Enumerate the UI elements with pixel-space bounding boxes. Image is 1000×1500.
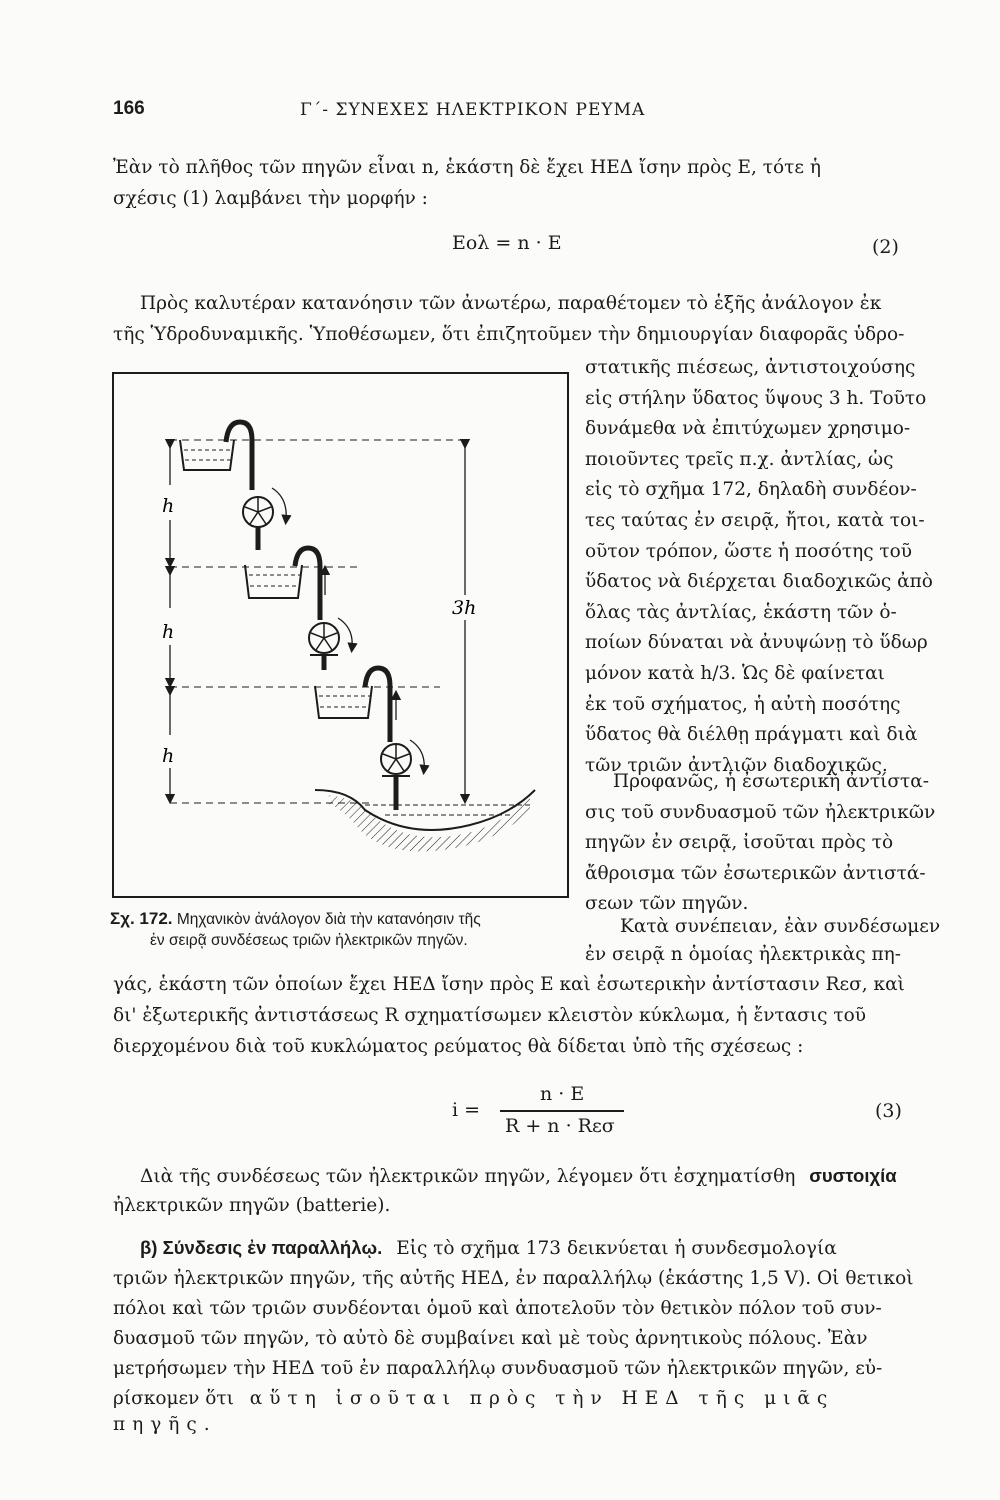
text-line: ἄθροισμα τῶν ἐσωτερικῶν ἀντιστά- (585, 862, 926, 884)
caption-label: Σχ. 172. (110, 909, 173, 928)
caption-text1: Μηχανικὸν ἀνάλογον διὰ τὴν κατανόησιν τῆς (176, 911, 481, 928)
term-systoichia: συστοιχία (809, 1165, 897, 1186)
figure-172-hydraulic-analogy (110, 370, 572, 900)
text-line: οῦτον τρόπον, ὥστε ἡ ποσότης τοῦ (585, 540, 913, 562)
label-h-3: h (162, 745, 175, 767)
fraction-bar (500, 1110, 624, 1112)
text-line: εἰς στήλην ὕδατος ὕψους 3 h. Τοῦτο (585, 387, 927, 409)
text-line: ἐκ τοῦ σχήματος, ἡ αὐτὴ ποσότης (585, 693, 901, 715)
figure-caption (110, 908, 580, 951)
text-line: ὕδατος θὰ διέλθῃ πράγματι καὶ διὰ (585, 724, 918, 746)
text-line: εἰς τὸ σχῆμα 172, δηλαδὴ συνδέον- (585, 479, 917, 501)
text-line: ποίων δύναται νὰ ἀνυψώνῃ τὸ ὕδωρ (585, 632, 928, 654)
text-line: ποιοῦντες τρεῖς π.χ. ἀντλίας, ὡς (585, 448, 894, 470)
text-line: δυνάμεθα νὰ ἐπιτύχωμεν χρησιμο- (585, 418, 911, 440)
text-line: στατικῆς πιέσεως, ἀντιστοιχούσης (585, 357, 916, 378)
equation-2-number: (2) (872, 236, 899, 258)
equation-3-number: (3) (875, 1100, 902, 1122)
para4-line3: γάς, ἑκάστη τῶν ὁποίων ἔχει ΗΕΔ ἴσην πρὸς Ε καὶ ἐσωτερικὴν ἀντίστασιν Rεσ, καὶ (113, 974, 905, 995)
para3-side-column (585, 767, 946, 920)
para4-side-line1: Κατὰ συνέπειαν, ἐὰν συνδέσωμεν (620, 916, 941, 937)
para6-line1 (140, 1235, 946, 1262)
para6-line3: πόλοι καὶ τῶν τριῶν συνδέονται ὁμοῦ καὶ ἀποτελοῦν τὸν θετικὸν πόλον τοῦ συν- (113, 1298, 882, 1319)
para5-text: Διὰ τῆς συνδέσεως τῶν ἠλεκτρικῶν πηγῶν, λέγομεν ὅτι ἐσχηματίσθη (140, 1166, 796, 1187)
pump-1 (243, 488, 286, 550)
para5-line1 (140, 1163, 946, 1190)
equation-3-lhs: i = (452, 1099, 481, 1121)
equation-3-denominator: R + n · Rεσ (505, 1115, 615, 1137)
label-h-2: h (162, 621, 175, 643)
para4-line5: διερχομένου διὰ τοῦ κυκλώματος ρεύματος θὰ δίδεται ὑπὸ τῆς σχέσεως : (113, 1036, 804, 1057)
para6-line6-a: ρίσκομεν ὅτι (113, 1388, 234, 1409)
label-h-1: h (162, 495, 175, 517)
pipe-1 (226, 422, 252, 490)
tank-2 (245, 565, 302, 598)
reservoir (315, 790, 535, 851)
pump-2 (309, 618, 352, 670)
text-line: ὅλας τὰς ἀντλίας, ἑκάστη τῶν ὁ- (585, 601, 897, 623)
text-line: μόνον κατὰ h/3. Ὡς δὲ φαίνεται (585, 662, 885, 684)
para1-line1: Ἐὰν τὸ πλῆθος τῶν πηγῶν εἶναι n, ἑκάστη δὲ ἔχει ΗΕΔ ἴσην πρὸς Ε, τότε ἡ (113, 157, 821, 178)
running-title: Γ΄- ΣΥΝΕΧΕΣ ΗΛΕΚΤΡΙΚΟΝ ΡΕΥΜΑ (300, 100, 646, 120)
pump-3 (381, 740, 424, 810)
para2-line2: τῆς Ὑδροδυναμικῆς. Ὑποθέσωμεν, ὅτι ἐπιζητοῦμεν τὴν δημιουργίαν διαφορᾶς ὑδρο- (113, 324, 905, 345)
text-line: Προφανῶς, ἡ ἐσωτερικὴ ἀντίστα- (613, 771, 929, 792)
para6-line5: μετρήσωμεν τὴν ΗΕΔ τοῦ ἐν παραλλήλῳ συνδυασμοῦ τῶν ἠλεκτρικῶν πηγῶν, εὑ- (113, 1358, 883, 1379)
text-line: σεων τῶν πηγῶν. (585, 893, 749, 915)
para4-line4: δι' ἐξωτερικῆς ἀντιστάσεως R σχηματίσωμεν κλειστὸν κύκλωμα, ἡ ἔντασις τοῦ (113, 1005, 867, 1026)
section-heading-parallel: β) Σύνδεσις ἐν παραλλήλῳ. (140, 1237, 383, 1258)
label-3h: 3h (452, 597, 477, 619)
equation-2: Εολ = n · E (452, 232, 562, 254)
para6-line6 (113, 1386, 946, 1438)
text-line: τες ταύτας ἐν σειρᾷ, ἤτοι, κατὰ τοι- (585, 509, 925, 531)
para2-line1: Πρὸς καλυτέραν κατανόησιν τῶν ἀνωτέρω, παραθέτομεν τὸ ἑξῆς ἀνάλογον ἐκ (140, 293, 882, 314)
para1-line2: σχέσις (1) λαμβάνει τὴν μορφήν : (113, 188, 428, 209)
tank-3 (315, 686, 372, 718)
page-number: 166 (113, 98, 145, 119)
equation-3-numerator: n · E (540, 1083, 585, 1105)
caption-line2: ἐν σειρᾷ συνδέσεως τριῶν ἠλεκτρικῶν πηγῶν. (150, 932, 468, 949)
para4-side-line2: ἐν σειρᾷ n ὁμοίας ἠλεκτρικὰς πη- (585, 944, 901, 965)
para6-line4: δυασμοῦ τῶν πηγῶν, τὸ αὐτὸ δὲ συμβαίνει καὶ μὲ τοὺς ἀρνητικοὺς πόλους. Ἐὰν (113, 1328, 868, 1349)
text-line: τῶν τριῶν ἀντλιῶν διαδοχικῶς. (585, 754, 888, 776)
para5-line2: ἠλεκτρικῶν πηγῶν (batterie). (113, 1195, 391, 1216)
text-line: ὕδατος νὰ διέρχεται διαδοχικῶς ἀπὸ (585, 571, 933, 593)
tank-top (180, 440, 234, 470)
caption-line1 (110, 908, 580, 930)
para6-line6-spaced: αὕτη ἰσοῦται πρὸς τὴν ΗΕΔ τῆς μιᾶς πηγῆς. (113, 1388, 835, 1435)
para6-line2: τριῶν ἠλεκτρικῶν πηγῶν, τῆς αὐτῆς ΗΕΔ, ἐν παραλλήλῳ (ἑκάστης 1,5 V). Οἱ θετικοὶ (113, 1268, 914, 1289)
para2-side-column (585, 353, 946, 781)
text-line: πηγῶν ἐν σειρᾷ, ἰσοῦται πρὸς τὸ (585, 832, 894, 854)
para6-line1-rest: Εἰς τὸ σχῆμα 173 δεικνύεται ἡ συνδεσμολογία (396, 1238, 837, 1259)
text-line: σις τοῦ συνδυασμοῦ τῶν ἠλεκτρικῶν (585, 801, 936, 823)
